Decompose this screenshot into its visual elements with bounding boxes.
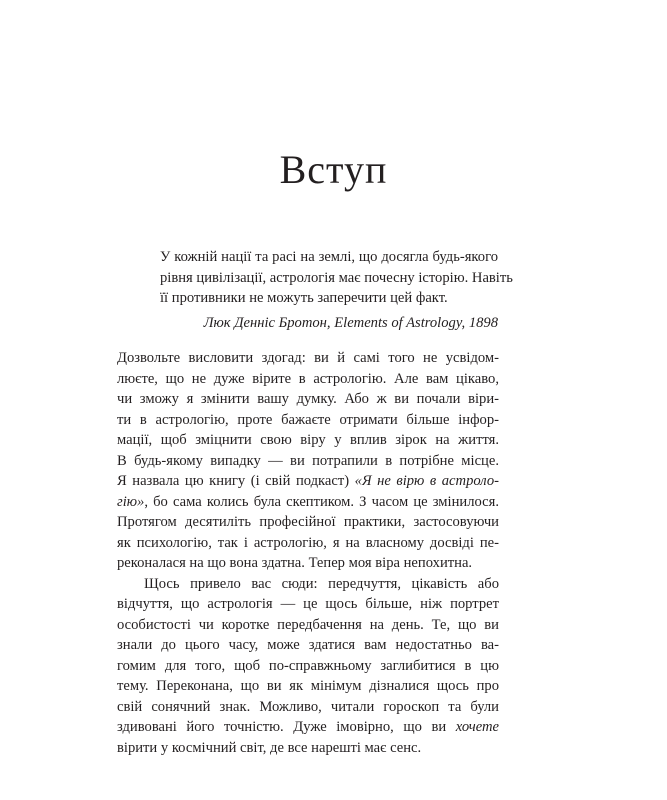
paragraph-line: свій сонячний знак. Можливо, читали гороскоп та були [117, 698, 499, 715]
emphasis-italic: хочете [455, 719, 499, 735]
paragraph-line: відчуття, що астрологія — це щось більше, ніж портрет [117, 596, 499, 612]
paragraph-line: чи зможу я змінити вашу думку. Або ж ви почали віри- [117, 391, 499, 407]
attribution-year: 1898 [468, 314, 498, 331]
epigraph [160, 247, 513, 333]
paragraph-line: ти в астрологію, проте бажаєте отримати більше інфор- [117, 411, 499, 428]
paragraph-line: знали до цього часу, може здатися вам недостатньо ва- [117, 637, 499, 653]
paragraph-line: тему. Переконана, що ви як мінімум дізналися щось про [117, 678, 499, 694]
body-text [117, 348, 499, 758]
epigraph-attribution [160, 313, 498, 333]
paragraph-line: вірити у космічний світ, де все нарешті має сенс. [117, 739, 422, 756]
epigraph-line: рівня цивілізації, астрологія має почесну історію. Навіть [160, 269, 513, 286]
book-title-italic: гію» [117, 493, 145, 510]
attribution-author: Люк Денніс Бротон, [203, 314, 331, 331]
paragraph-line [117, 717, 499, 738]
epigraph-line: її противники не можуть заперечити цей факт. [160, 290, 448, 306]
paragraph-line [117, 471, 499, 492]
paragraph-line: реконалася на що вона здатна. Тепер моя віра непохитна. [117, 555, 473, 571]
paragraph-line: В будь-якому випадку — ви потрапили в потрібне місце. [117, 452, 499, 469]
line-text: здивовані його точністю. Дуже імовірно, що ви [117, 719, 456, 735]
chapter-title: Вступ [279, 147, 388, 192]
paragraph-line [117, 492, 499, 513]
line-text: , бо сама колись була скептиком. З часом це змінилося. [144, 493, 499, 510]
paragraph-line: мації, щоб зміцнити свою віру у вплив зірок на життя. [117, 432, 499, 448]
line-text: Я назвала цю книгу (і свій подкаст) [117, 473, 355, 489]
attribution-work: Elements of Astrology, [334, 314, 466, 331]
paragraph-line: особистості чи коротке передбачення на день. Те, що ви [117, 616, 499, 633]
paragraph-line: гомим для того, щоб по-справжньому заглибитися в цю [117, 657, 499, 674]
paragraph-line: Дозвольте висловити здогад: ви й самі того не усвідом- [117, 350, 499, 366]
epigraph-line: У кожній нації та расі на землі, що досягла будь-якого [160, 249, 498, 265]
book-title-italic: «Я не вірю в астроло- [354, 473, 499, 489]
paragraph-line: Протягом десятиліть професійної практики, застосовуючи [117, 514, 499, 530]
paragraph-line: як психологію, так і астрологію, я на власному досвіді пе- [117, 534, 499, 551]
paragraph-line: люєте, що не дуже вірите в астрологію. Але вам цікаво, [117, 370, 499, 387]
paragraph-line: Щось привело вас сюди: передчуття, цікавість або [144, 575, 499, 592]
